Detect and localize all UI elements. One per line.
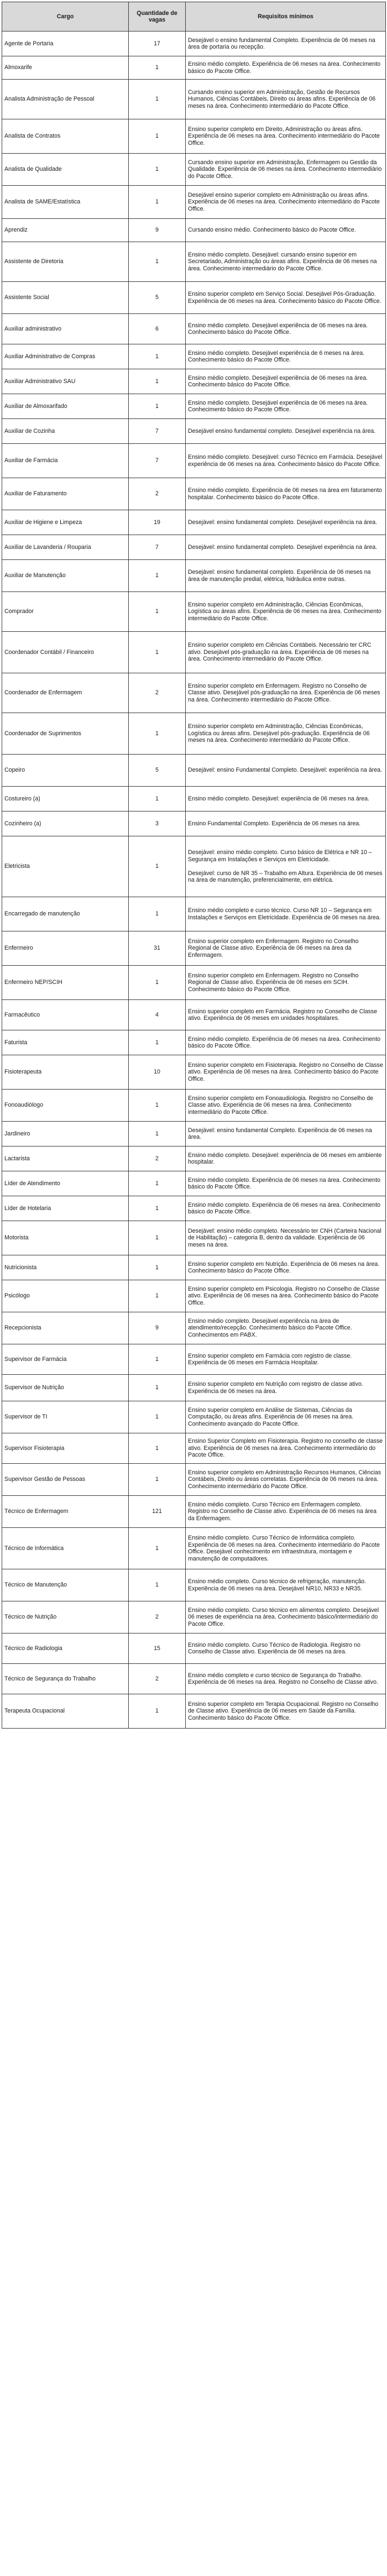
table-row [2,1496,386,1528]
table-row [2,1090,386,1122]
cargo-cell: Assistente Social [2,282,129,314]
table-row [2,1569,386,1601]
table-row [2,56,386,80]
vacancies-cell: 10 [129,1055,186,1090]
cargo-cell: Supervisor de TI [2,1401,129,1433]
table-row [2,1633,386,1664]
requirements-cell: Ensino superior completo em Fonoaudiologia. Registro no Conselho de Classe ativo. Experiência de 06 meses na área. Conhecimento intermediário do Pacote Office. [186,1090,386,1122]
cargo-cell: Auxiliar de Almoxarifado [2,394,129,419]
requirements-cell: Ensino médio completo. Desejável experiência na área de atendimento/recepção. Conhecimento básico do Pacote Office. Conhecimentos em PABX. [186,1312,386,1344]
cargo-cell: Agente de Portaria [2,32,129,56]
requirements-cell: Ensino médio completo. Desejável: cursando ensino superior em Secretariado, Administração ou áreas afins. Experiência de 06 meses na área. Conhecimento intermediário do Pacote Office. [186,242,386,282]
requirements-cell: Ensino superior completo em Fisioterapia. Registro no Conselho de Classe ativo. Experiência de 06 meses na área. Conhecimento básico do Pacote Office. [186,1055,386,1090]
cargo-cell: Auxiliar de Cozinha [2,419,129,444]
cargo-cell: Auxiliar de Farmácia [2,444,129,478]
vacancies-cell: 1 [129,344,186,369]
cargo-cell: Cozinheiro (a) [2,811,129,836]
vacancies-cell: 1 [129,1221,186,1255]
requirements-cell: Ensino superior completo em Administração, Ciências Econômicas, Logística ou áreas afins. Desejável pós-graduação. Experiência de 06 meses na área. Conhecimento intermediário do Pacote Office. [186,713,386,755]
vacancies-cell: 1 [129,154,186,186]
vacancies-cell: 1 [129,836,186,897]
requirements-cell: Ensino superior completo em Direito, Administração ou áreas afins. Experiência de 06 meses na área. Conhecimento intermediário do Pacote Office. [186,119,386,154]
table-row [2,1664,386,1694]
header-quantidade: Quantidade de vagas [129,2,186,32]
vacancies-cell: 1 [129,119,186,154]
vacancies-cell: 5 [129,755,186,787]
cargo-cell: Coordenador Contábil / Financeiro [2,632,129,673]
vacancies-cell: 3 [129,811,186,836]
vacancies-cell: 2 [129,1664,186,1694]
cargo-cell: Analista Administração de Pessoal [2,80,129,119]
table-row [2,1375,386,1401]
vacancies-cell: 9 [129,219,186,242]
vacancies-cell: 5 [129,282,186,314]
table-row [2,931,386,966]
table-row [2,1146,386,1171]
cargo-cell: Auxiliar de Manutenção [2,560,129,592]
table-row [2,314,386,344]
requirements-cell: Ensino médio completo. Desejável experiência de 06 meses na área. Conhecimento básico do Pacote Office. [186,369,386,394]
table-row [2,419,386,444]
vacancies-cell: 7 [129,419,186,444]
table-row [2,444,386,478]
table-row [2,1171,386,1196]
vacancies-cell: 1 [129,1569,186,1601]
cargo-cell: Motorista [2,1221,129,1255]
cargo-cell: Técnico de Enfermagem [2,1496,129,1528]
requirements-cell: Ensino superior completo em Ciências Contábeis. Necessário ter CRC ativo. Desejável pós-graduação na área. Experiência de 06 meses na área. Conhecimento intermediário do Pacote Office. [186,632,386,673]
requirements-cell: Ensino médio completo. Desejável: experiência de 06 meses na área. [186,787,386,811]
requirements-cell: Desejável: ensino fundamental completo. Experiência de 06 meses na área de manutenção predial, elétrica, hidráulica entre outras. [186,560,386,592]
vacancies-cell: 1 [129,560,186,592]
table-row [2,186,386,219]
requirements-cell: Desejável o ensino fundamental Completo. Experiência de 06 meses na área de portaria ou recepção. [186,32,386,56]
vacancies-cell: 1 [129,369,186,394]
requirements-cell: Ensino médio completo e curso técnico. Curso NR 10 – Segurança em Instalações e Serviços em Eletricidade. Experiência de 06 meses na área. [186,897,386,931]
table-row [2,369,386,394]
requirements-cell: Ensino médio completo. Experiência de 06 meses na área. Conhecimento básico do Pacote Office. [186,1196,386,1221]
vacancies-cell: 1 [129,1255,186,1280]
vacancies-cell: 1 [129,56,186,80]
cargo-cell: Coordenador de Suprimentos [2,713,129,755]
cargo-cell: Técnico de Radiologia [2,1633,129,1664]
table-row [2,1344,386,1375]
requirements-cell: Ensino médio completo. Curso técnico de refrigeração, manutenção. Experiência de 06 meses na área. Desejável NR10, NR33 e NR35. [186,1569,386,1601]
table-row [2,1312,386,1344]
table-row [2,535,386,560]
requirements-cell: Ensino superior completo em Terapia Ocupacional. Registro no Conselho de Classe ativo. Experiência de 06 meses em Saúde da Família. Conhecimento básico do Pacote Office. [186,1694,386,1729]
requirements-cell: Ensino médio completo. Experiência de 06 meses na área em faturamento hospitalar. Conhecimento básico do Pacote Office. [186,478,386,510]
vacancies-cell: 7 [129,444,186,478]
table-body [2,32,386,1729]
cargo-cell: Auxiliar de Lavanderia / Rouparia [2,535,129,560]
cargo-cell: Auxiliar Administrativo de Compras [2,344,129,369]
requirements-cell: Desejável ensino superior completo em Administração ou áreas afins. Experiência de 06 meses na área. Conhecimento intermediário do Pacote Office. [186,186,386,219]
vacancies-cell: 7 [129,535,186,560]
vacancies-cell: 1 [129,1280,186,1312]
vacancies-cell: 1 [129,186,186,219]
cargo-cell: Líder de Hotelaria [2,1196,129,1221]
requirements-cell: Ensino médio completo. Desejável experiência de 6 meses na área. Conhecimento básico do Pacote Office. [186,344,386,369]
cargo-cell: Supervisor de Nutrição [2,1375,129,1401]
header-requisitos: Requisitos mínimos [186,2,386,32]
table-row [2,510,386,535]
vacancies-cell: 1 [129,394,186,419]
vacancies-cell: 6 [129,314,186,344]
cargo-cell: Analista de SAME/Estatística [2,186,129,219]
vacancies-cell: 1 [129,1433,186,1464]
table-row [2,1433,386,1464]
table-row [2,787,386,811]
table-row [2,811,386,836]
cargo-cell: Aprendiz [2,219,129,242]
table-row [2,560,386,592]
requirements-cell: Desejável: ensino médio completo. Curso básico de Elétrica e NR 10 – Segurança em Instalações e Serviços em Eletricidade. Desejável: curso de NR 35 – Trabalho em Altura. Experiência de 06 meses na área de manutenção, preferencialmente, em elétrica. [186,836,386,897]
table-row [2,755,386,787]
vacancies-cell: 1 [129,1401,186,1433]
requirements-cell: Ensino superior completo em Nutrição com registro de classe ativo. Experiência de 06 meses na área. [186,1375,386,1401]
table-row [2,592,386,632]
vacancies-cell: 31 [129,931,186,966]
cargo-cell: Comprador [2,592,129,632]
requirements-cell: Ensino médio completo. Desejável experiência de 06 meses na área. Conhecimento básico do Pacote Office. [186,394,386,419]
table-row [2,1601,386,1633]
cargo-cell: Auxiliar de Higiene e Limpeza [2,510,129,535]
cargo-cell: Técnico de Nutrição [2,1601,129,1633]
cargo-cell: Costureiro (a) [2,787,129,811]
cargo-cell: Supervisor Fisioterapia [2,1433,129,1464]
requirements-cell: Cursando ensino superior em Administração, Gestão de Recursos Humanos, Ciências Contábeis, Direito ou áreas afins. Experiência de 06 meses na área. Conhecimento intermediário do Pacote Office. [186,80,386,119]
table-row [2,1694,386,1729]
table-row [2,32,386,56]
requirements-cell: Ensino médio completo e curso técnico de Segurança do Trabalho. Experiência de 06 meses na área. Registro no Conselho de Classe ativo. [186,1664,386,1694]
vacancies-cell: 2 [129,1146,186,1171]
cargo-cell: Psicólogo [2,1280,129,1312]
requirements-cell: Ensino Fundamental Completo. Experiência de 06 meses na área. [186,811,386,836]
table-row [2,394,386,419]
requirements-cell: Desejável: ensino médio completo. Necessário ter CNH (Carteira Nacional de Habilitação) – categoria B, dentro da validade. Experiência de 06 meses na área. [186,1221,386,1255]
requirements-cell: Ensino superior completo em Farmácia com registro de classe. Experiência de 06 meses em Farmácia Hospitalar. [186,1344,386,1375]
requirements-cell: Ensino superior completo em Nutrição. Experiência de 06 meses na área. Conhecimento básico do Pacote Office. [186,1255,386,1280]
table-row [2,282,386,314]
vacancies-cell: 1 [129,592,186,632]
cargo-cell: Fisioterapeuta [2,1055,129,1090]
cargo-cell: Analista de Contratos [2,119,129,154]
table-row [2,344,386,369]
table-row [2,119,386,154]
requirements-cell: Ensino superior completo em Administração Recursos Humanos, Ciências Contábeis, Direito ou áreas correlatas. Experiência de 06 meses na área. Conhecimento intermediário do Pacote Office. [186,1464,386,1496]
requirements-cell: Desejável: ensino Fundamental Completo. Desejável: experiência na área. [186,755,386,787]
requirements-cell: Ensino médio completo. Desejável: experiência de 06 meses em ambiente hospitalar. [186,1146,386,1171]
cargo-cell: Técnico de Informática [2,1528,129,1569]
cargo-cell: Analista de Qualidade [2,154,129,186]
cargo-cell: Enfermeiro NEP/SCIH [2,966,129,1000]
cargo-cell: Supervisor de Farmácia [2,1344,129,1375]
cargo-cell: Coordenador de Enfermagem [2,673,129,713]
requirements-cell: Ensino médio completo. Curso Técnico de Radiologia. Registro no Conselho de Classe ativo. Experiência de 06 meses na área. [186,1633,386,1664]
table-row [2,713,386,755]
vacancies-cell: 2 [129,673,186,713]
requirements-cell: Ensino médio completo. Curso técnico em alimentos completo. Desejável 06 meses de experiência na área. Conhecimento básico/intermediário do Pacote Office. [186,1601,386,1633]
job-openings-table [2,2,386,1729]
requirements-cell: Ensino Superior Completo em Fisioterapia. Registro no conselho de classe ativo. Experiência de 06 meses na área. Conhecimento intermediário do Pacote Office. [186,1433,386,1464]
table-row [2,242,386,282]
table-row [2,1055,386,1090]
requirements-cell: Cursando ensino superior em Administração, Enfermagem ou Gestão da Qualidade. Experiência de 06 meses na área. Conhecimento intermediário do Pacote Office. [186,154,386,186]
vacancies-cell: 1 [129,1030,186,1055]
cargo-cell: Técnico de Segurança do Trabalho [2,1664,129,1694]
vacancies-cell: 1 [129,242,186,282]
vacancies-cell: 15 [129,1633,186,1664]
cargo-cell: Supervisor Gestão de Pessoas [2,1464,129,1496]
vacancies-cell: 1 [129,966,186,1000]
cargo-cell: Enfermeiro [2,931,129,966]
table-row [2,219,386,242]
requirements-cell: Ensino médio completo. Experiência de 06 meses na área. Conhecimento básico do Pacote Office. [186,1171,386,1196]
table-row [2,1528,386,1569]
requirements-cell: Ensino superior completo em Psicologia. Registro no Conselho de Classe ativo. Experiência de 06 meses na área. Conhecimento básico do Pacote Office. [186,1280,386,1312]
table-row [2,836,386,897]
vacancies-cell: 9 [129,1312,186,1344]
requirements-cell: Ensino superior completo em Administração, Ciências Econômicas, Logística ou áreas afins. Experiência de 06 meses na área. Conhecimento intermediário do Pacote Office. [186,592,386,632]
vacancies-cell: 1 [129,1344,186,1375]
vacancies-cell: 1 [129,1464,186,1496]
requirements-cell: Ensino médio completo. Desejável experiência de 06 meses na área. Conhecimento básico do Pacote Office. [186,314,386,344]
cargo-cell: Terapeuta Ocupacional [2,1694,129,1729]
table-row [2,478,386,510]
vacancies-cell: 1 [129,80,186,119]
table-row [2,632,386,673]
table-row [2,966,386,1000]
cargo-cell: Faturista [2,1030,129,1055]
cargo-cell: Copeiro [2,755,129,787]
cargo-cell: Farmacêutico [2,1000,129,1030]
requirements-cell: Ensino superior completo em Enfermagem. Registro no Conselho de Classe ativo. Desejável pós-graduação na área. Experiência de 06 meses na área. Conhecimento intermediário do Pacote Office. [186,673,386,713]
vacancies-cell: 2 [129,478,186,510]
cargo-cell: Almoxarife [2,56,129,80]
cargo-cell: Jardineiro [2,1122,129,1146]
requirements-cell: Ensino superior completo em Análise de Sistemas, Ciências da Computação, ou áreas afins. Experiência de 06 meses na área. Conhecimento avançado do Pacote Office. [186,1401,386,1433]
table-row [2,1122,386,1146]
cargo-cell: Técnico de Manutenção [2,1569,129,1601]
requirements-cell: Ensino superior completo em Enfermagem. Registro no Conselho Regional de Classe ativo. Experiência de 06 meses na área da Enfermagem. [186,931,386,966]
requirements-cell: Ensino superior completo em Farmácia. Registro no Conselho de Classe ativo. Experiência de 06 meses em unidades hospitalares. [186,1000,386,1030]
requirements-cell: Ensino superior completo em Serviço Social. Desejável Pós-Graduação. Experiência de 06 meses na área. Conhecimento básico do Pacote Office. [186,282,386,314]
vacancies-cell: 1 [129,713,186,755]
vacancies-cell: 121 [129,1496,186,1528]
table-row [2,1464,386,1496]
table-row [2,80,386,119]
table-row [2,154,386,186]
table-header-row [2,2,386,32]
vacancies-cell: 4 [129,1000,186,1030]
requirements-cell: Desejável: ensino fundamental completo. Desejável experiência na área. [186,535,386,560]
vacancies-cell: 1 [129,897,186,931]
requirements-cell: Ensino médio completo. Curso Técnico em Enfermagem completo. Registro no Conselho de Classe ativo. Experiência de 06 meses na área da Enfermagem. [186,1496,386,1528]
table-row [2,1030,386,1055]
job-openings-document [2,2,385,1729]
vacancies-cell: 17 [129,32,186,56]
vacancies-cell: 1 [129,1375,186,1401]
cargo-cell: Auxiliar administrativo [2,314,129,344]
cargo-cell: Líder de Atendimento [2,1171,129,1196]
table-row [2,673,386,713]
table-row [2,1255,386,1280]
vacancies-cell: 1 [129,1528,186,1569]
cargo-cell: Lactarista [2,1146,129,1171]
cargo-cell: Auxiliar Administrativo SAU [2,369,129,394]
requirements-cell: Desejável: ensino fundamental completo. Desejável experiência na área. [186,510,386,535]
table-row [2,1221,386,1255]
cargo-cell: Assistente de Diretoria [2,242,129,282]
requirements-cell: Ensino médio completo. Experiência de 06 meses na área. Conhecimento básico do Pacote Office. [186,56,386,80]
requirements-cell: Desejável: ensino fundamental Completo. Experiência de 06 meses na área. [186,1122,386,1146]
requirements-cell: Desejável ensino fundamental completo. Desejável experiência na área. [186,419,386,444]
requirements-cell: Ensino superior completo em Enfermagem. Registro no Conselho Regional de Classe ativo. Experiência de 06 meses em SCIH. Conhecimento básico do Pacote Office. [186,966,386,1000]
table-row [2,1196,386,1221]
requirements-cell: Cursando ensino médio. Conhecimento básico do Pacote Office. [186,219,386,242]
vacancies-cell: 1 [129,1694,186,1729]
table-row [2,1401,386,1433]
table-row [2,1280,386,1312]
vacancies-cell: 1 [129,1090,186,1122]
vacancies-cell: 1 [129,1171,186,1196]
vacancies-cell: 1 [129,787,186,811]
header-cargo: Cargo [2,2,129,32]
cargo-cell: Fonoaudiólogo [2,1090,129,1122]
cargo-cell: Recepcionista [2,1312,129,1344]
requirements-cell: Ensino médio completo. Curso Técnico de Informática completo. Experiência de 06 meses na área. Conhecimento intermediário do Pacote Office. Desejável conhecimento em infraestrutura, montagem e manutenção de computadores. [186,1528,386,1569]
cargo-cell: Auxiliar de Faturamento [2,478,129,510]
vacancies-cell: 1 [129,632,186,673]
cargo-cell: Encarregado de manutenção [2,897,129,931]
vacancies-cell: 1 [129,1196,186,1221]
requirements-cell: Ensino médio completo. Experiência de 06 meses na área. Conhecimento básico do Pacote Office. [186,1030,386,1055]
requirements-cell: Ensino médio completo. Desejável: curso Técnico em Farmácia. Desejável experiência de 06 meses na área. Conhecimento básico do Pacote Office. [186,444,386,478]
vacancies-cell: 2 [129,1601,186,1633]
vacancies-cell: 19 [129,510,186,535]
cargo-cell: Nutricionista [2,1255,129,1280]
table-row [2,1000,386,1030]
table-row [2,897,386,931]
vacancies-cell: 1 [129,1122,186,1146]
cargo-cell: Eletricista [2,836,129,897]
